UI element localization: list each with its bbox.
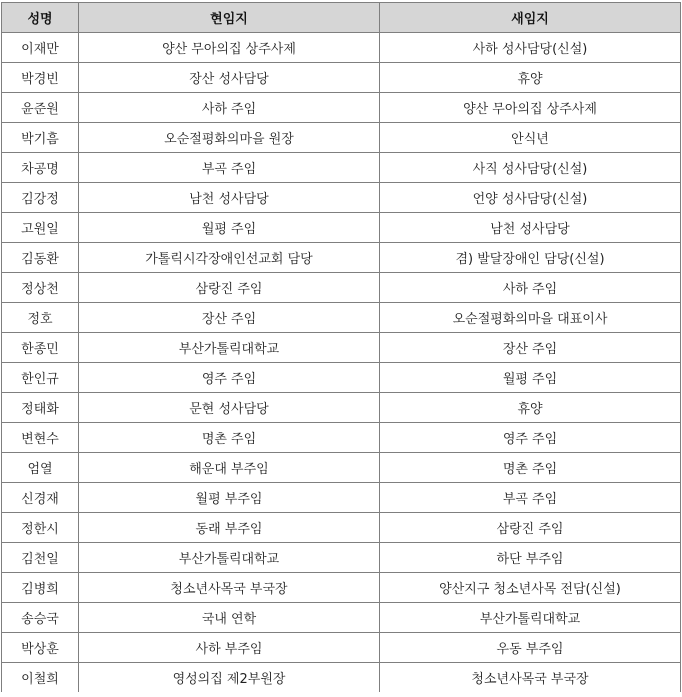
cell-new-post: 휴양 bbox=[380, 393, 681, 423]
cell-new-post: 영주 주임 bbox=[380, 423, 681, 453]
table-row bbox=[2, 213, 681, 243]
cell-name: 김병희 bbox=[2, 573, 79, 603]
cell-new-post: 부산가톨릭대학교 bbox=[380, 603, 681, 633]
cell-new-post: 장산 주임 bbox=[380, 333, 681, 363]
cell-current-post: 가톨릭시각장애인선교회 담당 bbox=[79, 243, 380, 273]
cell-current-post: 월평 부주임 bbox=[79, 483, 380, 513]
cell-name: 김천일 bbox=[2, 543, 79, 573]
cell-current-post: 월평 주임 bbox=[79, 213, 380, 243]
cell-current-post: 장산 성사담당 bbox=[79, 63, 380, 93]
cell-name: 윤준원 bbox=[2, 93, 79, 123]
cell-current-post: 장산 주임 bbox=[79, 303, 380, 333]
cell-current-post: 해운대 부주임 bbox=[79, 453, 380, 483]
cell-new-post: 삼랑진 주임 bbox=[380, 513, 681, 543]
table-row bbox=[2, 63, 681, 93]
cell-name: 엄열 bbox=[2, 453, 79, 483]
cell-current-post: 부산가톨릭대학교 bbox=[79, 333, 380, 363]
cell-current-post: 국내 연학 bbox=[79, 603, 380, 633]
cell-name: 박기흠 bbox=[2, 123, 79, 153]
cell-name: 이철희 bbox=[2, 663, 79, 693]
cell-name: 한종민 bbox=[2, 333, 79, 363]
table-row bbox=[2, 333, 681, 363]
cell-new-post: 우동 부주임 bbox=[380, 633, 681, 663]
cell-name: 정상천 bbox=[2, 273, 79, 303]
cell-current-post: 오순절평화의마을 원장 bbox=[79, 123, 380, 153]
cell-new-post: 남천 성사담당 bbox=[380, 213, 681, 243]
cell-current-post: 영성의집 제2부원장 bbox=[79, 663, 380, 693]
table-row bbox=[2, 93, 681, 123]
cell-name: 정호 bbox=[2, 303, 79, 333]
cell-new-post: 겸) 발달장애인 담당(신설) bbox=[380, 243, 681, 273]
table-row bbox=[2, 543, 681, 573]
cell-name: 박상훈 bbox=[2, 633, 79, 663]
table-row bbox=[2, 633, 681, 663]
cell-name: 김동환 bbox=[2, 243, 79, 273]
cell-current-post: 청소년사목국 부국장 bbox=[79, 573, 380, 603]
cell-current-post: 사하 부주임 bbox=[79, 633, 380, 663]
cell-new-post: 양산지구 청소년사목 전담(신설) bbox=[380, 573, 681, 603]
cell-new-post: 사직 성사담당(신설) bbox=[380, 153, 681, 183]
table-row bbox=[2, 483, 681, 513]
cell-name: 신경재 bbox=[2, 483, 79, 513]
cell-current-post: 문현 성사담당 bbox=[79, 393, 380, 423]
cell-new-post: 부곡 주임 bbox=[380, 483, 681, 513]
cell-name: 이재만 bbox=[2, 33, 79, 63]
header-row bbox=[2, 3, 681, 33]
cell-current-post: 남천 성사담당 bbox=[79, 183, 380, 213]
cell-new-post: 하단 부주임 bbox=[380, 543, 681, 573]
cell-new-post: 안식년 bbox=[380, 123, 681, 153]
table-row bbox=[2, 663, 681, 693]
table-row bbox=[2, 573, 681, 603]
table-row bbox=[2, 393, 681, 423]
cell-name: 김강정 bbox=[2, 183, 79, 213]
cell-new-post: 양산 무아의집 상주사제 bbox=[380, 93, 681, 123]
table-row bbox=[2, 123, 681, 153]
cell-current-post: 명촌 주임 bbox=[79, 423, 380, 453]
cell-new-post: 월평 주임 bbox=[380, 363, 681, 393]
cell-new-post: 사하 주임 bbox=[380, 273, 681, 303]
cell-name: 변현수 bbox=[2, 423, 79, 453]
cell-name: 차공명 bbox=[2, 153, 79, 183]
cell-name: 박경빈 bbox=[2, 63, 79, 93]
table-row bbox=[2, 183, 681, 213]
personnel-table bbox=[1, 2, 681, 692]
cell-name: 정태화 bbox=[2, 393, 79, 423]
cell-name: 한인규 bbox=[2, 363, 79, 393]
table-row bbox=[2, 303, 681, 333]
cell-current-post: 부곡 주임 bbox=[79, 153, 380, 183]
table-row bbox=[2, 603, 681, 633]
cell-new-post: 언양 성사담당(신설) bbox=[380, 183, 681, 213]
table-row bbox=[2, 33, 681, 63]
cell-current-post: 영주 주임 bbox=[79, 363, 380, 393]
header-name: 성명 bbox=[2, 3, 79, 33]
table-row bbox=[2, 153, 681, 183]
cell-new-post: 청소년사목국 부국장 bbox=[380, 663, 681, 693]
cell-new-post: 휴양 bbox=[380, 63, 681, 93]
cell-new-post: 오순절평화의마을 대표이사 bbox=[380, 303, 681, 333]
cell-current-post: 동래 부주임 bbox=[79, 513, 380, 543]
cell-current-post: 양산 무아의집 상주사제 bbox=[79, 33, 380, 63]
header-new-post: 새임지 bbox=[380, 3, 681, 33]
table-row bbox=[2, 243, 681, 273]
cell-new-post: 사하 성사담당(신설) bbox=[380, 33, 681, 63]
table-row bbox=[2, 453, 681, 483]
header-current-post: 현임지 bbox=[79, 3, 380, 33]
cell-new-post: 명촌 주임 bbox=[380, 453, 681, 483]
cell-current-post: 사하 주임 bbox=[79, 93, 380, 123]
cell-current-post: 삼랑진 주임 bbox=[79, 273, 380, 303]
cell-name: 정한시 bbox=[2, 513, 79, 543]
cell-name: 송승국 bbox=[2, 603, 79, 633]
cell-name: 고원일 bbox=[2, 213, 79, 243]
cell-current-post: 부산가톨릭대학교 bbox=[79, 543, 380, 573]
table-row bbox=[2, 423, 681, 453]
table-row bbox=[2, 363, 681, 393]
table-row bbox=[2, 513, 681, 543]
table-row bbox=[2, 273, 681, 303]
